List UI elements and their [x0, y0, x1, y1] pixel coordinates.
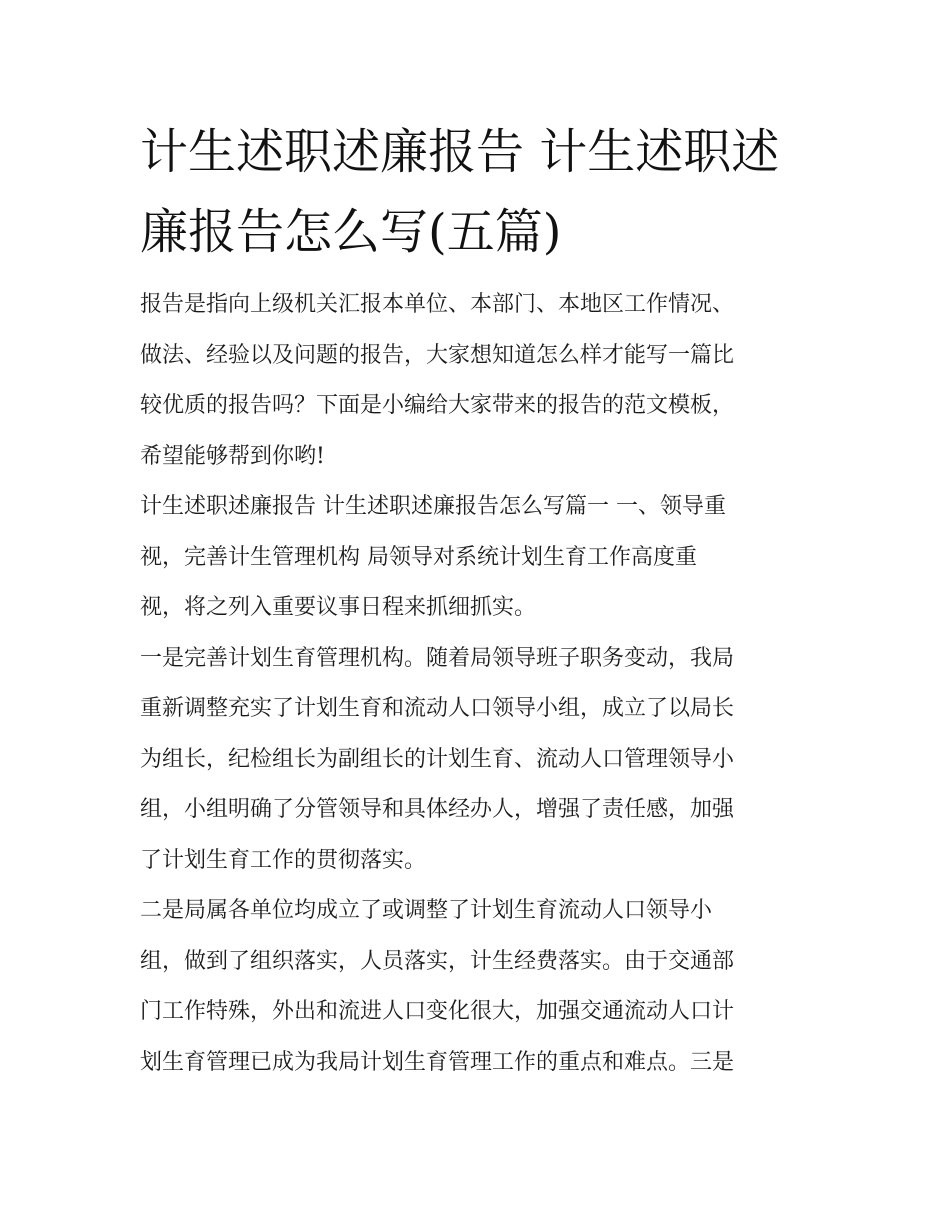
- document-title: 计生述职述廉报告 计生述职述 廉报告怎么写(五篇): [140, 124, 780, 260]
- document-body: [140, 280, 820, 1088]
- paragraph-point-two: 二是局属各单位均成立了或调整了计划生育流动人口领导小 组，做到了组织落实，人员落实，计生经费落实。由于交通部 门工作特殊，外出和流进人口变化很大，加强交通流动人口计 划生育管理已成为我局计划生育管理工作的重点和难点。三是: [140, 898, 735, 1075]
- paragraph-point-one: 一是完善计划生育管理机构。随着局领导班子职务变动，我局 重新调整充实了计划生育和流动人口领导小组，成立了以局长 为组长，纪检组长为副组长的计划生育、流动人口管理领导小 组，小组明确了分管领导和具体经办人，增强了责任感，加强 了计划生育工作的贯彻落实。: [140, 645, 735, 873]
- paragraph-section-one: 计生述职述廉报告 计生述职述廉报告怎么写篇一 一、领导重 视，完善计生管理机构 局领导对系统计划生育工作高度重 视，将之列入重要议事日程来抓细抓实。: [140, 494, 726, 620]
- paragraph-intro: 报告是指向上级机关汇报本单位、本部门、本地区工作情况、 做法、经验以及问题的报告，大家想知道怎么样才能写一篇比 较优质的报告吗？下面是小编给大家带来的报告的范文模板， 希望能够帮到你哟!: [140, 292, 735, 469]
